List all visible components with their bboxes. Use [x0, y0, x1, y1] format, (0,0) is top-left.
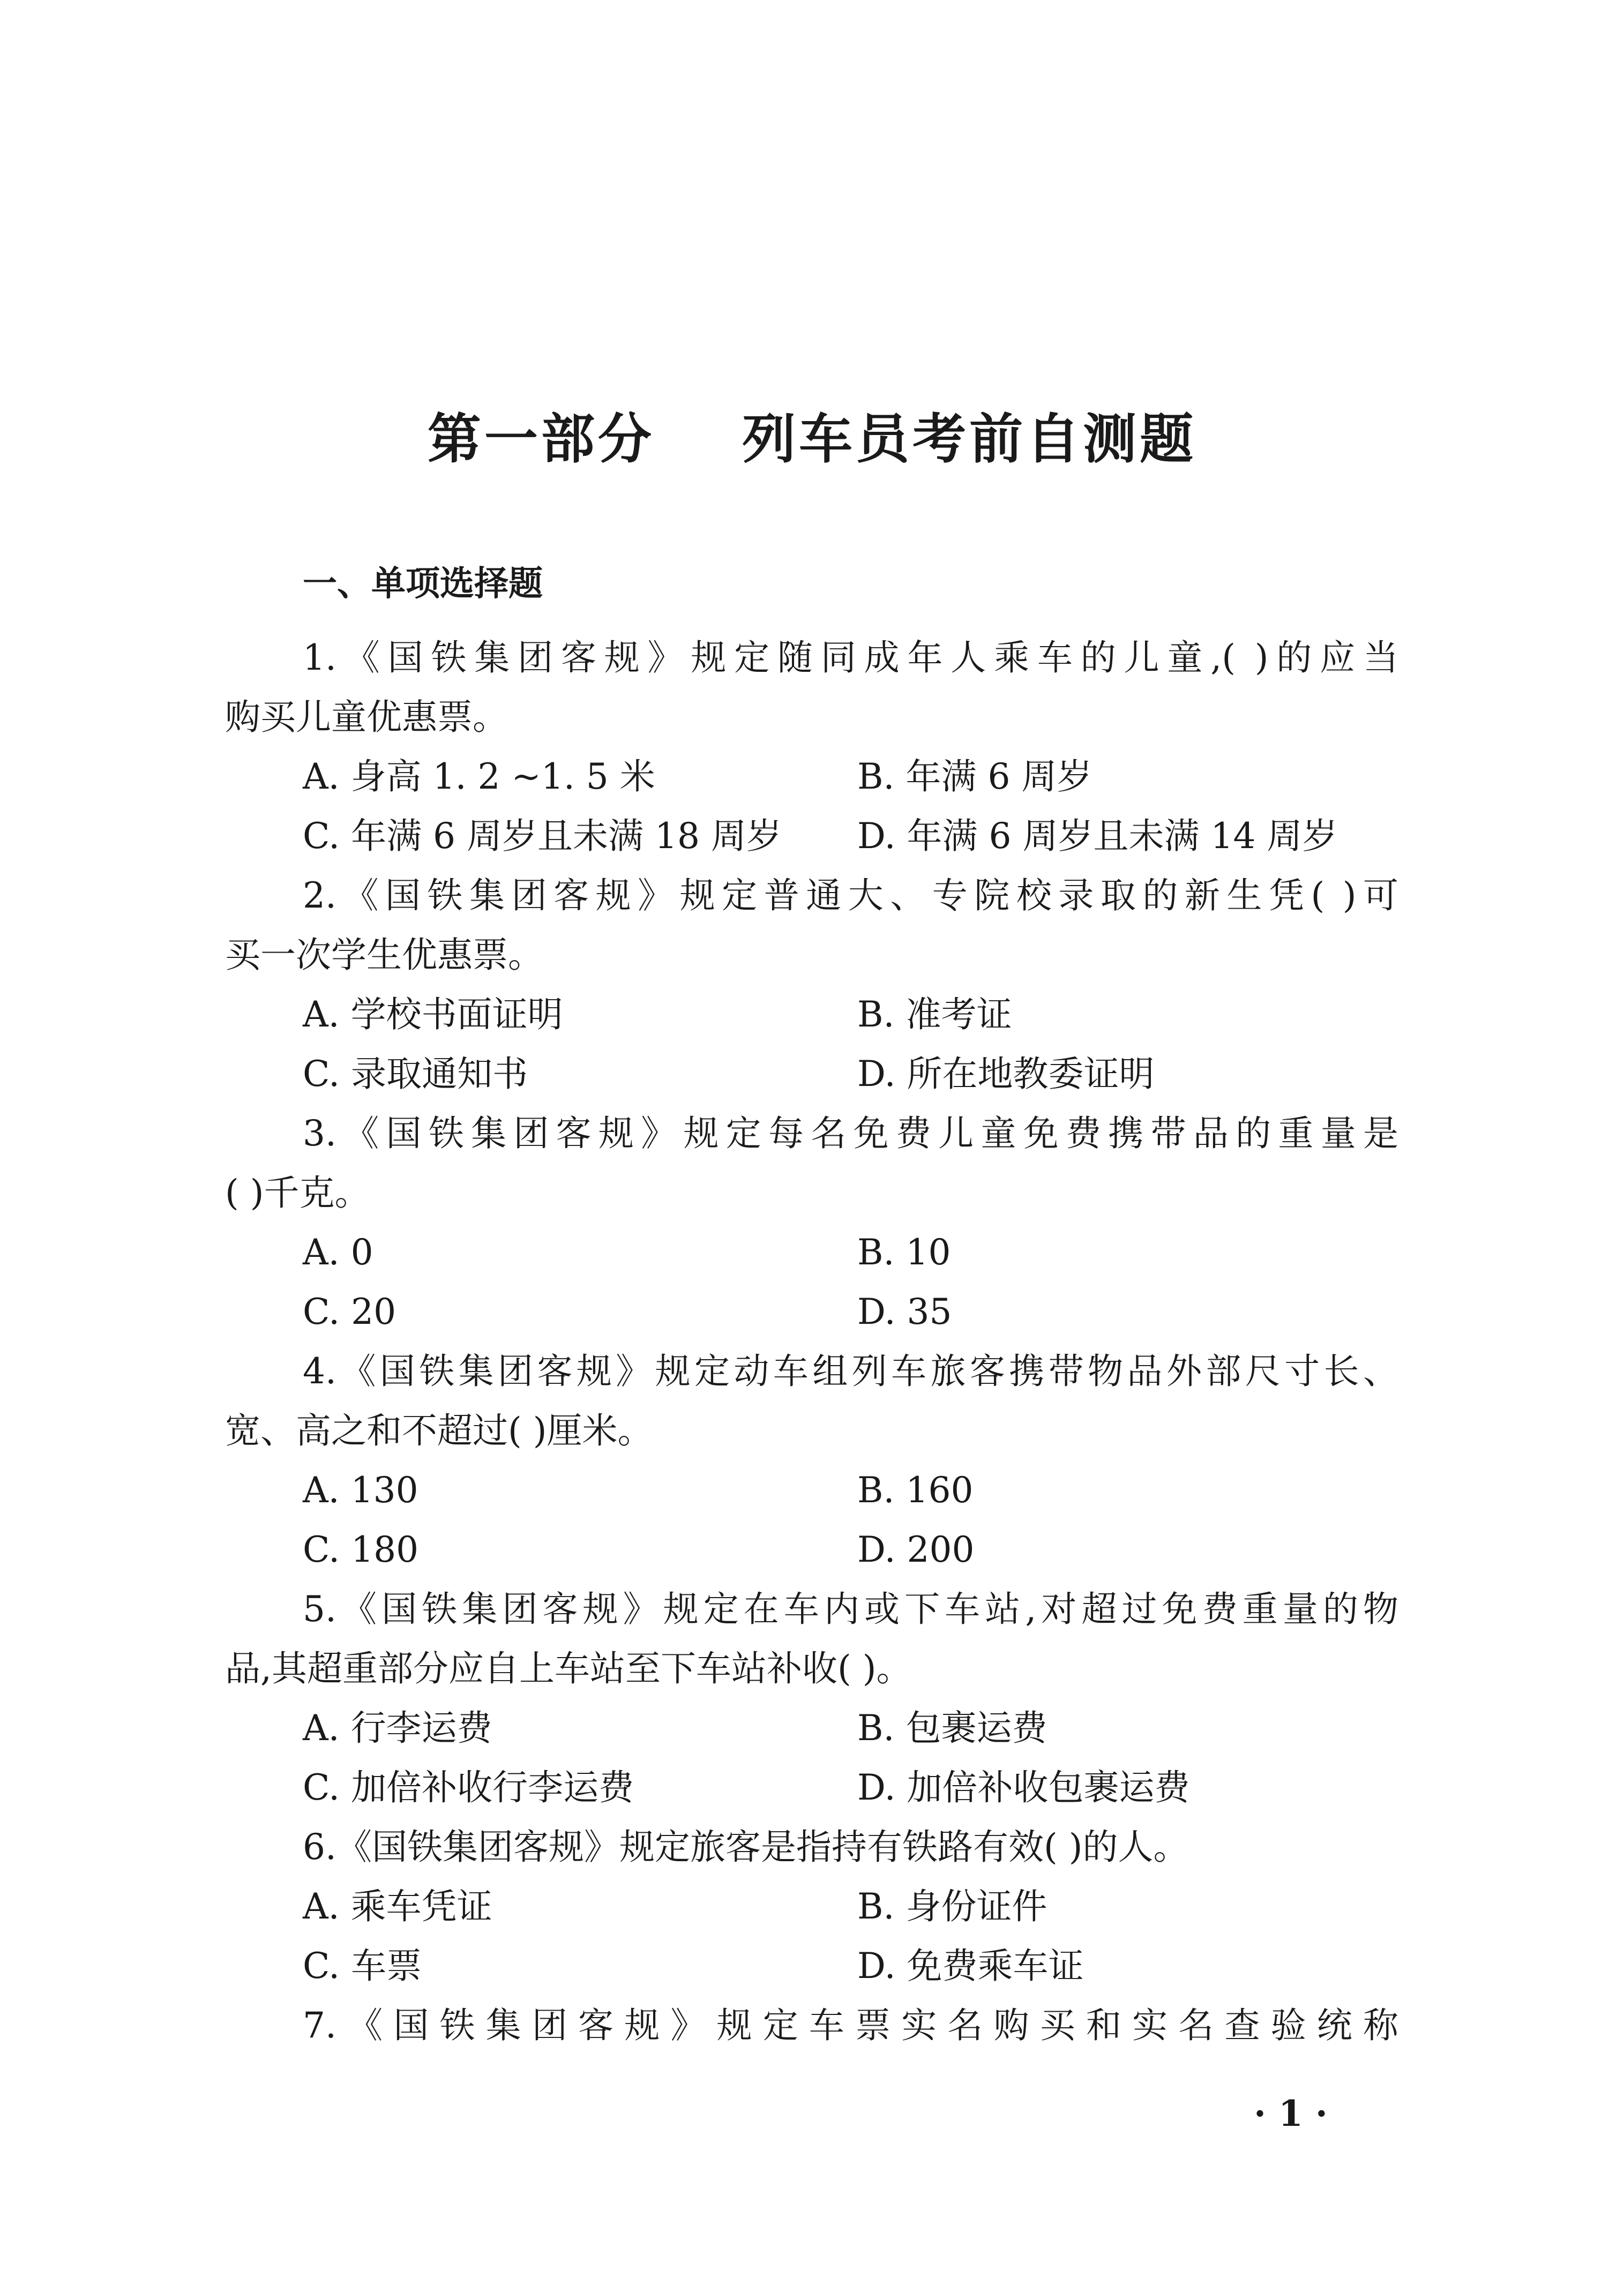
question-2-stem: 2.《国铁集团客规》规定普通大、专院校录取的新生凭( )可 [303, 875, 1398, 916]
question-2-stem-continued: 买一次学生优惠票。 [225, 934, 543, 976]
section-heading: 一、单项选择题 [303, 564, 543, 604]
question-4-stem-continued: 宽、高之和不超过( )厘米。 [225, 1410, 653, 1451]
question-4-option-c: C. 180 [303, 1529, 419, 1570]
question-2-option-d: D. 所在地教委证明 [857, 1053, 1155, 1095]
question-6-options-row-1 [225, 1877, 1398, 1936]
question-3-options-row-2 [225, 1282, 1398, 1342]
question-1-option-c: C. 年满 6 周岁且未满 18 周岁 [303, 815, 782, 857]
question-7-stem: 7.《国铁集团客规》规定车票实名购买和实名查验统称 [303, 2005, 1398, 2046]
question-6-option-c: C. 车票 [303, 1945, 422, 1987]
question-5-options-row-2 [225, 1758, 1398, 1817]
question-5-stem: 5.《国铁集团客规》规定在车内或下车站,对超过免费重量的物 [303, 1588, 1398, 1630]
question-3-option-a: A. 0 [303, 1232, 373, 1273]
page-number: · 1 · [1254, 2093, 1328, 2134]
question-3-option-d: D. 35 [857, 1291, 952, 1332]
question-4-option-a: A. 130 [303, 1470, 418, 1511]
question-6-options-row-2 [225, 1936, 1398, 1996]
question-2-options-row-2 [225, 1044, 1398, 1104]
question-2-option-a: A. 学校书面证明 [303, 994, 563, 1035]
question-3-option-c: C. 20 [303, 1291, 396, 1332]
question-1-stem: 1.《国铁集团客规》规定随同成年人乘车的儿童,( )的应当 [303, 637, 1398, 678]
page-title: 第一部分 列车员考前自测题 [427, 408, 1197, 470]
question-6-option-d: D. 免费乘车证 [857, 1945, 1084, 1987]
question-3-options-row-1 [225, 1223, 1398, 1282]
question-5-options-row-1 [225, 1698, 1398, 1758]
question-6-option-a: A. 乘车凭证 [303, 1886, 492, 1927]
question-4-option-b: B. 160 [857, 1470, 974, 1511]
question-2-option-c: C. 录取通知书 [303, 1053, 528, 1095]
question-5-option-d: D. 加倍补收包裹运费 [857, 1767, 1190, 1808]
question-2-option-b: B. 准考证 [857, 994, 1012, 1035]
question-1-stem-continued: 购买儿童优惠票。 [225, 696, 508, 738]
question-1-option-d: D. 年满 6 周岁且未满 14 周岁 [857, 815, 1338, 857]
question-1-option-b: B. 年满 6 周岁 [857, 756, 1092, 797]
question-5-option-b: B. 包裹运费 [857, 1707, 1047, 1749]
question-1-options-row-2 [225, 806, 1398, 866]
question-4-options-row-1 [225, 1460, 1398, 1520]
question-4-stem: 4.《国铁集团客规》规定动车组列车旅客携带物品外部尺寸长、 [303, 1351, 1398, 1392]
question-list [225, 628, 1398, 2055]
question-5-stem-continued: 品,其超重部分应自上车站至下车站补收( )。 [225, 1648, 912, 1689]
question-1-options-row-1 [225, 747, 1398, 806]
question-2-options-row-1 [225, 985, 1398, 1044]
question-6-stem: 6.《国铁集团客规》规定旅客是指持有铁路有效( )的人。 [303, 1826, 1189, 1868]
question-4-options-row-2 [225, 1520, 1398, 1579]
question-6-option-b: B. 身份证件 [857, 1886, 1047, 1927]
question-3-stem-continued: ( )千克。 [225, 1172, 370, 1213]
question-4-option-d: D. 200 [857, 1529, 975, 1570]
question-3-option-b: B. 10 [857, 1232, 951, 1273]
question-5-option-a: A. 行李运费 [303, 1707, 492, 1749]
question-5-option-c: C. 加倍补收行李运费 [303, 1767, 634, 1808]
question-1-option-a: A. 身高 1. 2 ~1. 5 米 [303, 756, 655, 797]
question-3-stem: 3.《国铁集团客规》规定每名免费儿童免费携带品的重量是 [303, 1113, 1398, 1154]
